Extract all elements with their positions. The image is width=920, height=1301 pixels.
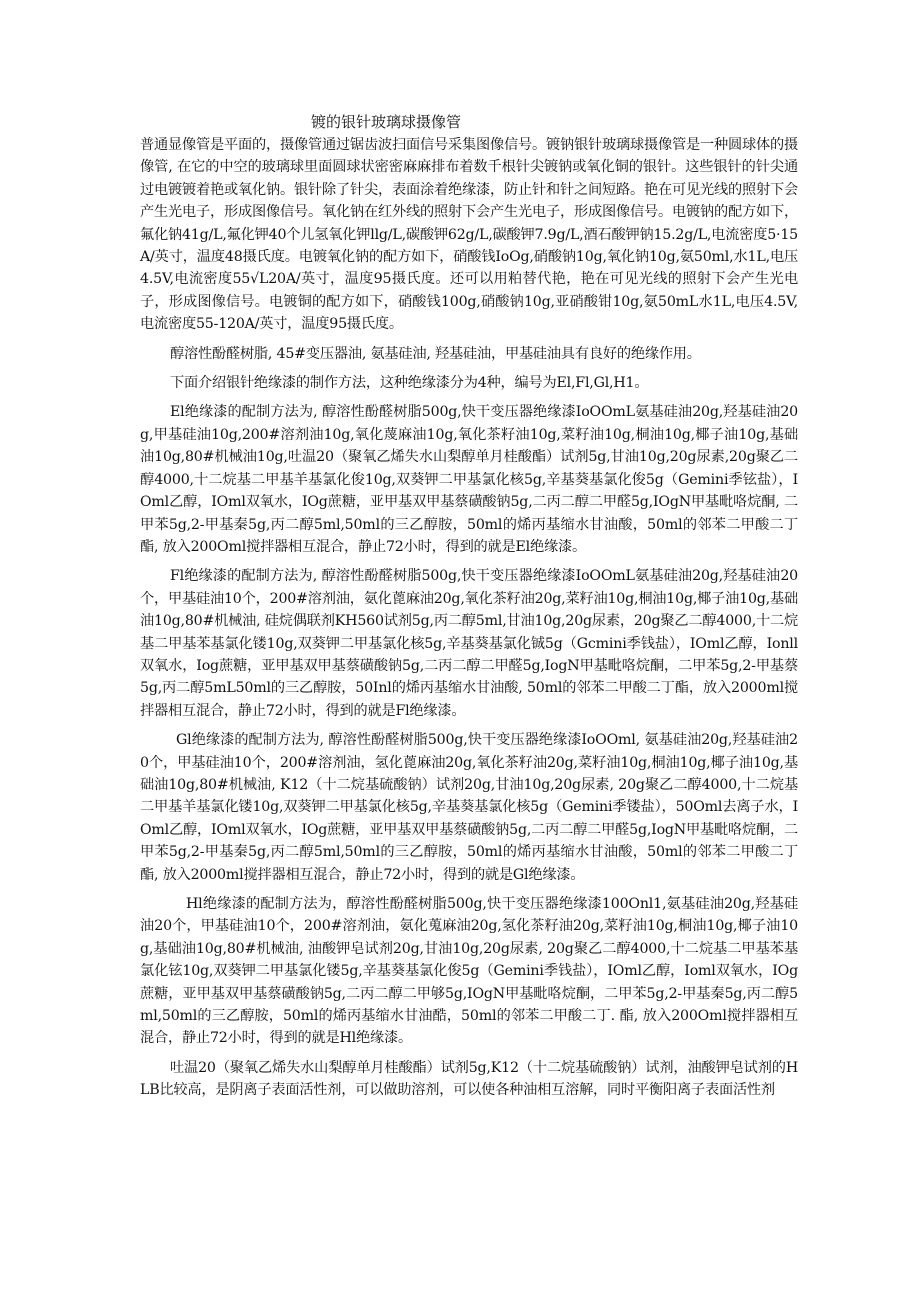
paragraph-lacquer-overview: 下面介绍银针绝缘漆的制作方法，这种绝缘漆分为4种，编号为El,Fl,Gl,H1。	[170, 375, 649, 392]
paragraph-fl-lacquer: Fl绝缘漆的配制方法为, 醇溶性酚醛树脂500g,快干变压器绝缘漆IoOOmL氨基硅油20g,羟基硅油20个，甲基硅油10个，200#溶剂油，氨化蓖麻油20g,氧化茶籽油20g,菜籽油10g,桐油10g,椰子油10g,基础油10g,80#机械油, 硅烷偶联剂KH560试剂5g,丙二醇5ml,甘油10g,20g尿素，20g聚乙二醇4000,十二烷基二甲基苯基氯化镂10g,双葵钾二甲基氯化核5g,辛基葵基氯化铖5g（Gcmini季钱盐），IOml乙醇，Ionll双氧水，Iog蔗糖，亚甲基双甲基蔡磺酸钠5g,二丙二醇二甲醛5g,IogN甲基毗咯烷酮，二甲苯5g,2-甲基蔡5g,丙二醇5mL50ml的三乙醇胺，50Inl的烯丙基缩水甘油酸, 50ml的邻苯二甲酸二丁酯，放入2000ml搅拌器相互混合，静止72小时，得到的就是Fl绝缘漆。	[140, 568, 798, 719]
paragraph-surfactant-notes: 吐温20（聚氧乙烯失水山梨醇单月桂酸酯）试剂5g,K12（十二烷基硫酸钠）试剂，油酸钾皂试剂的HLB比较高，是阴离子表面活性剂，可以做助溶剂，可以使各种油相互溶解，同时平衡阳离子表面活性剂	[140, 1059, 798, 1099]
document-body	[140, 134, 798, 1109]
paragraph-intro: 普通显像管是平面的，摄像管通过锯齿波扫面信号采集图像信号。镀钠银针玻璃球摄像管是一种圆球体的摄像管, 在它的中空的玻璃球里面圆球状密密麻麻排布着数千根针尖镀钠或氧化铜的银针。这些银针的针尖通过电镀镀着艳或氧化钠。银针除了针尖，表面涂着绝缘漆，防止针和针之间短路。艳在可见光线的照射下会产生光电子，形成图像信号。氧化钠在红外线的照射下会产生光电子，形成图像信号。电镀钠的配方如下，氟化钠41g∕L,氟化钾40个儿氢氧化钾llg∕L,碳酸钾62g∕L,碳酸钾7.9g∕L,酒石酸钾钠15.2g∕L,电流密度5·15A∕英寸，温度48摄氏度。电镀氧化钠的配方如下，硝酸钱IoOg,硝酸钠10g,氧化钠10g,氨50ml,水1L,电压4.5V,电流密度55√L20A/英寸，温度95摄氏度。还可以用粕替代艳，艳在可见光线的照射下会产生光电子，形成图像信号。电镀铜的配方如下，硝酸钱100g,硝酸钠10g,亚硝酸钳10g,氨50mL水1L,电压4.5V,电流密度55-120A/英寸，温度95摄氏度。	[140, 137, 798, 333]
paragraph-el-lacquer: El绝缘漆的配制方法为, 醇溶性酚醛树脂500g,快干变压器绝缘漆IoOOmL氨基硅油20g,羟基硅油20g,甲基硅油10g,200#溶剂油10g,氧化蔑麻油10g,氧化茶籽油10g,菜籽油10g,桐油10g,椰子油10g,基础油10g,80#机械油10g,吐温20（聚氧乙烯失水山梨醇单月桂酸酯）试剂5g,甘油10g,20g尿素,20g聚乙二醇4000,十二烷基二甲基羊基氯化俊10g,双葵钾二甲基氯化核5g,辛基葵基氯化俊5g（Gemini季铉盐），IOml乙醇，IOml双氧水，IOg蔗糖，亚甲基双甲基蔡磺酸钠5g,二丙二醇二甲醛5g,IOgN甲基毗咯烷酮, 二甲苯5g,2-甲基秦5g,丙二醇5ml,50ml的三乙醇胺，50ml的烯丙基缩水甘油酸，50ml的邻苯二甲酸二丁酯, 放入200Oml搅拌器相互混合，静止72小时，得到的就是El绝缘漆。	[140, 404, 798, 555]
paragraph-insulating-materials: 醇溶性酚醛树脂, 45#变压器油, 氨基硅油, 羟基硅油，甲基硅油具有良好的绝缘作用。	[170, 345, 701, 362]
document-title: 镀的银针玻璃球摄像管	[311, 113, 462, 131]
paragraph-gl-lacquer: Gl绝缘漆的配制方法为, 醇溶性酚醛树脂500g,快干变压器绝缘漆IoOOml, 氨基硅油20g,羟基硅油20个，甲基硅油10个，200#溶剂油，氢化蓖麻油20g,氧化茶籽油20g,菜籽油10g,桐油10g,椰子油10g,基础油10g,80#机械油, K12（十二烷基硫酸钠）试剂20g,甘油10g,20g尿素, 20g聚乙二醇4000,十二烷基二甲基羊基氯化镂10g,双葵钾二甲基氯化核5g,辛基葵基氯化核5g（Gemini季镂盐），50Oml去离子水，IOml乙醇，IOml双氧水，IOg蔗糖，亚甲基双甲基蔡磺酸钠5g,二丙二醇二甲醛5g,IogN甲基毗咯烷酮，二甲苯5g,2-甲基秦5g,丙二醇5ml,50ml的三乙醇胺，50ml的烯丙基缩水甘油酸，50ml的邻苯二甲酸二丁酯, 放入2000ml搅拌器相互混合，静止72小时，得到的就是Gl绝缘漆。	[140, 732, 798, 883]
paragraph-hl-lacquer: Hl绝缘漆的配制方法为，醇溶性酚醛树脂500g,快干变压器绝缘漆100Onl1,氨基硅油20g,羟基硅油20个，甲基硅油10个，200#溶剂油，氨化蒐麻油20g,氢化茶籽油20g,菜籽油10g,桐油10g,椰子油10g,基础油10g,80#机械油, 油酸钾皂试剂20g,甘油10g,20g尿素, 20g聚乙二醇4000,十二烷基二甲基苯基氯化铉10g,双葵钾二甲基氯化镂5g,辛基葵基氯化俊5g（Gemini季钱盐），IOml乙醇，Ioml双氧水，IOg蔗糖，亚甲基双甲基蔡磺酸钠5g,二丙二醇二甲够5g,IOgN甲基毗咯烷酮，二甲苯5g,2-甲基秦5g,丙二醇5ml,50ml的三乙醇胺，50ml的烯丙基缩水甘油酷，50ml的邻苯二甲酸二丁. 酯, 放入200Oml搅拌器相互混合，静止72小时，得到的就是Hl绝缘漆。	[140, 896, 798, 1047]
